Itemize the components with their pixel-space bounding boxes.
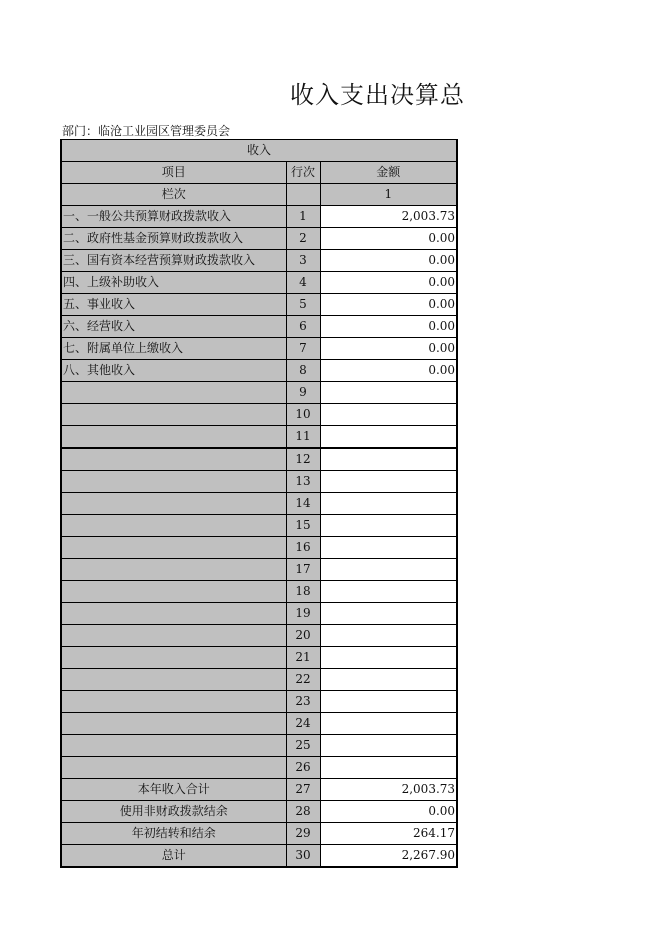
- item-cell: 本年收入合计: [61, 779, 286, 801]
- amount-cell: [320, 382, 457, 404]
- item-cell: [61, 603, 286, 625]
- table-row: [61, 735, 457, 757]
- item-cell: [61, 426, 286, 449]
- amount-cell: [320, 603, 457, 625]
- table-row: [61, 338, 457, 360]
- table-row: [61, 294, 457, 316]
- row-no-cell: 3: [286, 250, 320, 272]
- row-no-cell: 26: [286, 757, 320, 779]
- item-cell: [61, 691, 286, 713]
- row-no-cell: 14: [286, 493, 320, 515]
- amount-cell: 264.17: [320, 823, 457, 845]
- table-row: [61, 691, 457, 713]
- table-row: [61, 316, 457, 338]
- item-cell: 年初结转和结余: [61, 823, 286, 845]
- table-row: [61, 713, 457, 735]
- table-row: [61, 603, 457, 625]
- row-no-cell: 27: [286, 779, 320, 801]
- row-no-cell: 28: [286, 801, 320, 823]
- row-no-cell: 20: [286, 625, 320, 647]
- amount-cell: [320, 735, 457, 757]
- amount-cell: 0.00: [320, 228, 457, 250]
- item-cell: [61, 493, 286, 515]
- table-row: [61, 404, 457, 426]
- amount-cell: [320, 581, 457, 603]
- item-cell: 八、其他收入: [61, 360, 286, 382]
- item-cell: [61, 625, 286, 647]
- row-no-cell: 12: [286, 448, 320, 471]
- item-cell: 一、一般公共预算财政拨款收入: [61, 206, 286, 228]
- income-table: [60, 139, 458, 868]
- row-no-cell: 8: [286, 360, 320, 382]
- table-row: [61, 382, 457, 404]
- header-row-no: 行次: [286, 162, 320, 184]
- amount-cell: 2,267.90: [320, 845, 457, 868]
- item-cell: [61, 713, 286, 735]
- item-cell: [61, 581, 286, 603]
- row-no-cell: 4: [286, 272, 320, 294]
- item-cell: [61, 757, 286, 779]
- row-no-cell: 5: [286, 294, 320, 316]
- amount-cell: [320, 691, 457, 713]
- item-cell: 使用非财政拨款结余: [61, 801, 286, 823]
- row-no-cell: 24: [286, 713, 320, 735]
- table-row: [61, 669, 457, 691]
- index-row-no: [286, 184, 320, 206]
- row-no-cell: 2: [286, 228, 320, 250]
- amount-cell: 0.00: [320, 294, 457, 316]
- row-no-cell: 23: [286, 691, 320, 713]
- table-row: [61, 360, 457, 382]
- amount-cell: 0.00: [320, 272, 457, 294]
- row-no-cell: 16: [286, 537, 320, 559]
- amount-cell: [320, 404, 457, 426]
- table-row: [61, 272, 457, 294]
- row-no-cell: 29: [286, 823, 320, 845]
- table-row: [61, 471, 457, 493]
- table-row: [61, 206, 457, 228]
- row-no-cell: 13: [286, 471, 320, 493]
- table-row: [61, 647, 457, 669]
- amount-cell: [320, 625, 457, 647]
- column-header-row: [61, 162, 457, 184]
- row-no-cell: 21: [286, 647, 320, 669]
- amount-cell: 0.00: [320, 801, 457, 823]
- header-amount: 金额: [320, 162, 457, 184]
- amount-cell: [320, 515, 457, 537]
- item-cell: [61, 669, 286, 691]
- amount-cell: [320, 493, 457, 515]
- table-row: [61, 757, 457, 779]
- header-item: 项目: [61, 162, 286, 184]
- table-row: [61, 448, 457, 471]
- table-row: [61, 581, 457, 603]
- item-cell: [61, 537, 286, 559]
- item-cell: [61, 382, 286, 404]
- item-cell: 七、附属单位上缴收入: [61, 338, 286, 360]
- row-no-cell: 18: [286, 581, 320, 603]
- row-no-cell: 22: [286, 669, 320, 691]
- item-cell: [61, 515, 286, 537]
- amount-cell: [320, 537, 457, 559]
- item-cell: [61, 471, 286, 493]
- table-row: [61, 426, 457, 449]
- table-row: [61, 823, 457, 845]
- row-no-cell: 25: [286, 735, 320, 757]
- row-no-cell: 17: [286, 559, 320, 581]
- report-title: 收入支出决算总: [290, 81, 465, 109]
- row-no-cell: 15: [286, 515, 320, 537]
- amount-cell: 2,003.73: [320, 779, 457, 801]
- item-cell: [61, 735, 286, 757]
- table-row: [61, 801, 457, 823]
- amount-cell: [320, 713, 457, 735]
- column-index-row: [61, 184, 457, 206]
- row-no-cell: 7: [286, 338, 320, 360]
- amount-cell: [320, 647, 457, 669]
- section-header-row: [61, 140, 457, 162]
- item-cell: 四、上级补助收入: [61, 272, 286, 294]
- table-row: [61, 845, 457, 868]
- item-cell: 六、经营收入: [61, 316, 286, 338]
- row-no-cell: 1: [286, 206, 320, 228]
- index-amount: 1: [320, 184, 457, 206]
- index-item: 栏次: [61, 184, 286, 206]
- amount-cell: 0.00: [320, 360, 457, 382]
- item-cell: [61, 448, 286, 471]
- table-row: [61, 537, 457, 559]
- item-cell: 二、政府性基金预算财政拨款收入: [61, 228, 286, 250]
- item-cell: [61, 647, 286, 669]
- row-no-cell: 11: [286, 426, 320, 449]
- item-cell: [61, 404, 286, 426]
- amount-cell: [320, 448, 457, 471]
- table-row: [61, 625, 457, 647]
- amount-cell: 0.00: [320, 338, 457, 360]
- section-header: 收入: [61, 140, 457, 162]
- table-row: [61, 250, 457, 272]
- table-row: [61, 515, 457, 537]
- item-cell: 三、国有资本经营预算财政拨款收入: [61, 250, 286, 272]
- table-row: [61, 779, 457, 801]
- amount-cell: 2,003.73: [320, 206, 457, 228]
- row-no-cell: 30: [286, 845, 320, 868]
- item-cell: [61, 559, 286, 581]
- amount-cell: [320, 757, 457, 779]
- amount-cell: [320, 669, 457, 691]
- row-no-cell: 19: [286, 603, 320, 625]
- amount-cell: [320, 559, 457, 581]
- row-no-cell: 6: [286, 316, 320, 338]
- amount-cell: 0.00: [320, 250, 457, 272]
- item-cell: 五、事业收入: [61, 294, 286, 316]
- table-row: [61, 493, 457, 515]
- amount-cell: [320, 426, 457, 449]
- table-row: [61, 228, 457, 250]
- table-row: [61, 559, 457, 581]
- department-label: 部门：临沧工业园区管理委员会: [62, 124, 231, 138]
- amount-cell: [320, 471, 457, 493]
- row-no-cell: 9: [286, 382, 320, 404]
- amount-cell: 0.00: [320, 316, 457, 338]
- item-cell: 总计: [61, 845, 286, 868]
- row-no-cell: 10: [286, 404, 320, 426]
